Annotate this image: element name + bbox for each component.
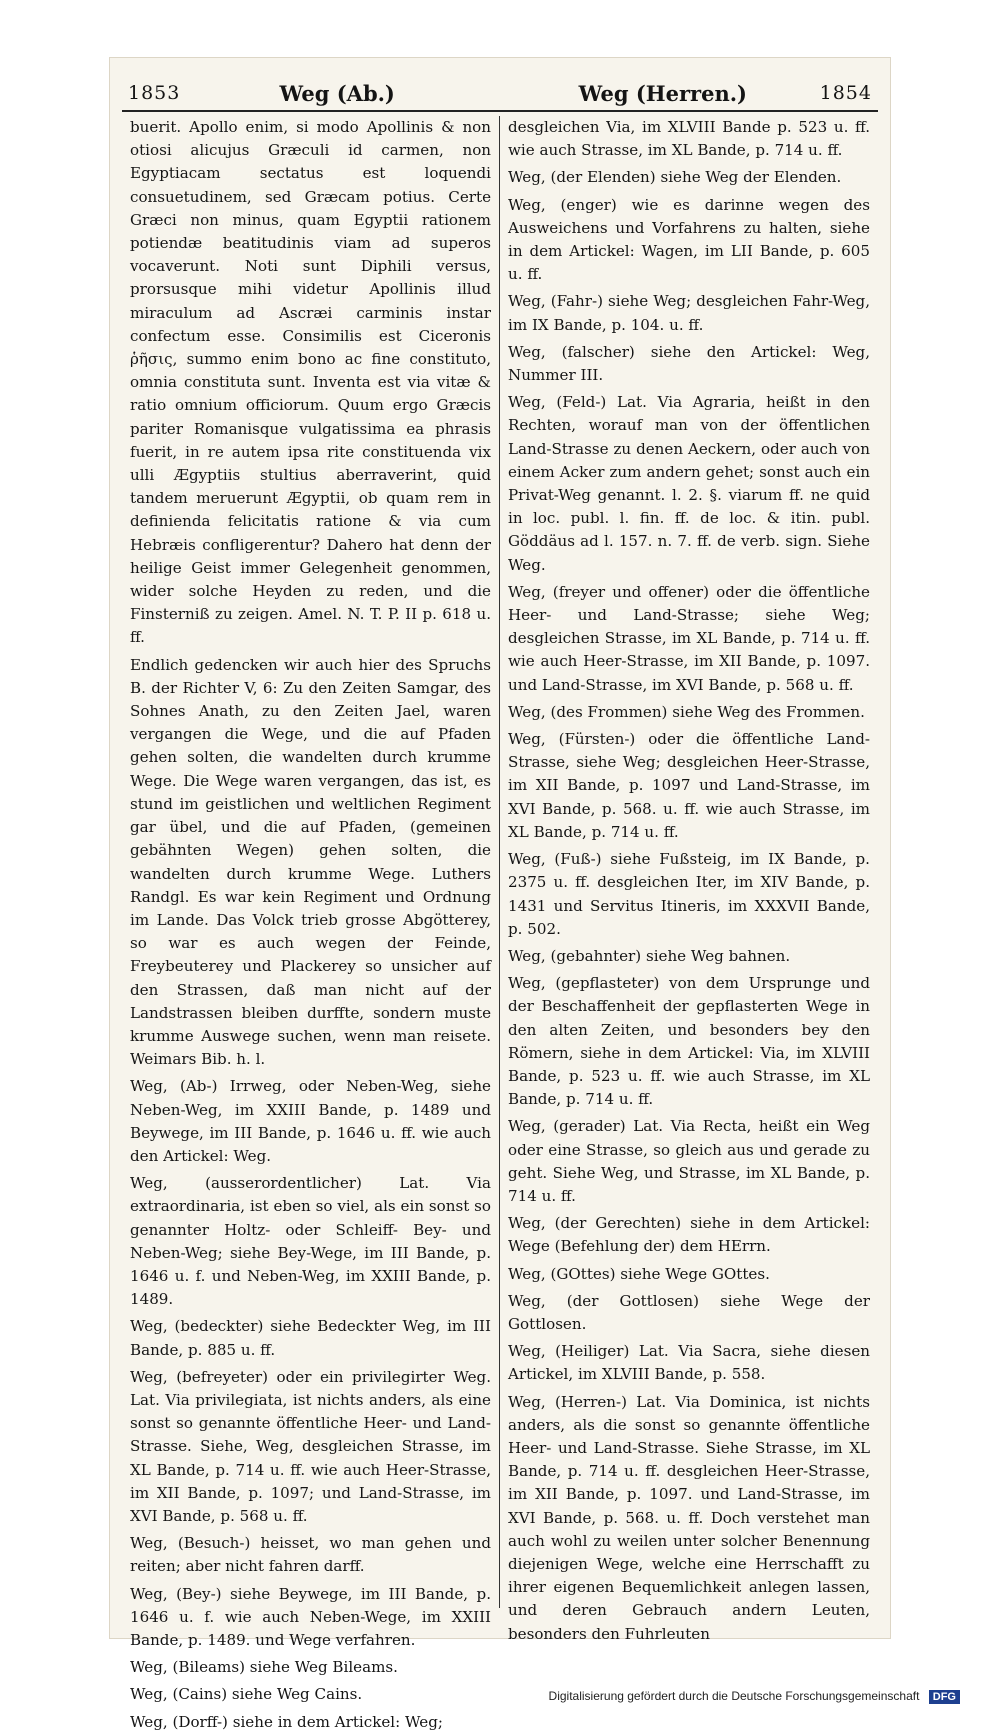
paragraph: Weg, (gebahnter) siehe Weg bahnen. [508, 946, 791, 965]
paragraph: Weg, (Bey-) siehe Beywege, im III Bande, p. 1646 u. f. wie auch Neben-Wege, im XXIII Bande, p. 1489. und Wege verfahren. [130, 1584, 491, 1649]
paragraph: Weg, (der Gerechten) siehe in dem Artickel: Wege (Befehlung der) dem HErrn. [508, 1214, 870, 1256]
paragraph: Weg, (freyer und offener) oder die öffentliche Heer- und Land-Strasse; siehe Weg; desgleichen Strasse, im XL Bande, p. 714 u. ff. wie auch Heer-Strasse, im XII Bande, p. 1097. und Land-Strasse, im XVI Bande, p. 568 u. ff. [508, 582, 870, 694]
paragraph: Weg, (der Gottlosen) siehe Wege der Gottlosen. [508, 1291, 870, 1333]
right-header [500, 81, 878, 106]
paragraph: Weg, (Besuch-) heisset, wo man gehen und reiten; aber nicht fahren darff. [130, 1534, 491, 1576]
left-page-number: 1853 [128, 82, 181, 104]
left-header [122, 81, 500, 106]
paragraph: Weg, (bedeckter) siehe Bedeckter Weg, im III Bande, p. 885 u. ff. [130, 1317, 491, 1359]
paragraph: Weg, (Fahr-) siehe Weg; desgleichen Fahr-Weg, im IX Bande, p. 104. u. ff. [508, 292, 870, 334]
paragraph: desgleichen Via, im XLVIII Bande p. 523 u. ff. wie auch Strasse, im XL Bande, p. 714 u. ff. [508, 118, 870, 160]
footer-credit: Digitalisierung gefördert durch die Deutsche Forschungsgemeinschaft [548, 1689, 920, 1704]
paragraph: Weg, (Cains) siehe Weg Cains. [130, 1685, 363, 1704]
paragraph: Weg, (ausserordentlicher) Lat. Via extraordinaria, ist eben so viel, als ein sonst so genannter Holtz- oder Schleiff- Bey- und Neben-Weg; siehe Bey-Wege, im III Bande, p. 1646 u. f. und Neben-Weg, im XXIII Bande, p. 1489. [130, 1174, 491, 1309]
paragraph: Weg, (Heiliger) Lat. Via Sacra, siehe diesen Artickel, im XLVIII Bande, p. 558. [508, 1342, 870, 1384]
paragraph: Weg, (GOttes) siehe Wege GOttes. [508, 1264, 770, 1283]
paragraph: Weg, (Dorff-) siehe in dem Artickel: Weg; [130, 1712, 443, 1731]
right-running-title: Weg (Herren.) [578, 80, 747, 106]
digitization-footer [0, 1689, 1000, 1704]
dfg-logo: DFG [929, 1690, 960, 1704]
left-column [122, 116, 500, 1731]
right-page-number: 1854 [819, 82, 872, 104]
paragraph: Weg, (der Elenden) siehe Weg der Elenden. [508, 168, 842, 187]
paragraph: Weg, (gerader) Lat. Via Recta, heißt ein Weg oder eine Strasse, so gleich aus und gerade zu geht. Siehe Weg, und Strasse, im XL Bande, p. 714 u. ff. [508, 1117, 870, 1205]
paragraph: Weg, (Feld-) Lat. Via Agraria, heißt in den Rechten, worauf man von der öffentlichen Land-Strasse zu denen Aeckern, oder auch von einem Acker zum andern gehet; sonst auch ein Privat-Weg genannt. l. 2. §. viarum ff. ne quid in loc. publ. l. fin. ff. de loc. & itin. publ. Göddäus ad l. 157. n. 7. ff. de verb. sign. Siehe Weg. [508, 393, 870, 574]
paragraph: Weg, (Fürsten-) oder die öffentliche Land-Strasse, siehe Weg; desgleichen Heer-Strasse, im XII Bande, p. 1097 und Land-Strasse, im XVI Bande, p. 568. u. ff. wie auch Strasse, im XL Bande, p. 714 u. ff. [508, 730, 870, 841]
right-column [500, 116, 878, 1643]
paragraph: Weg, (Fuß-) siehe Fußsteig, im IX Bande, p. 2375 u. ff. desgleichen Iter, im XIV Bande, p. 1431 und Servitus Itineris, im XXXVII Bande, p. 502. [508, 850, 870, 938]
paragraph: Weg, (falscher) siehe den Artickel: Weg, Nummer III. [508, 342, 870, 385]
paragraph: Weg, (befreyeter) oder ein privilegirter Weg. Lat. Via privilegiata, ist nichts anders, als eine sonst so genannte öffentliche Heer- und Land-Strasse. Siehe, Weg, desgleichen Strasse, im XL Bande, p. 714 u. ff. wie auch Heer-Strasse, im XII Bande, p. 1097; und Land-Strasse, im XVI Bande, p. 568 u. ff. [130, 1367, 491, 1525]
paragraph: Weg, (Ab-) Irrweg, oder Neben-Weg, siehe Neben-Weg, im XXIII Bande, p. 1489 und Beywege, im III Bande, p. 1646 u. ff. wie auch den Artickel: Weg. [130, 1077, 491, 1165]
paragraph: Weg, (Bileams) siehe Weg Bileams. [130, 1658, 398, 1677]
paragraph: buerit. Apollo enim, si modo Apollinis & non otiosi alicujus Græculi id carmen, non Egyptiacam sectatus est loquendi consuetudinem, sed Græcam potius. Certe Græci non minus, quam Egyptii rationem potiendæ beatitudinis viam ad superos vocaverunt. Noti sunt Diphili versus, prorsusque mihi videtur Apollinis illud miraculum ad Ascræi carminis instar confectum esse. Consimilis est Ciceronis ῥῆσις, summo enim bono ac fine constituto, omnia constituta sunt. Inventa est via vitæ & ratio omnium officiorum. Quum ergo Græcis pariter Romanisque vulgatissima ea phrasis fuerit, in re autem ipsa rite constituenda vix ulli Ægyptiis stultius aberraverint, quid tandem meruerunt Ægyptii, ob quam rem in definienda felicitatis ratione & via cum Hebræis confligerentur? Dahero hat denn der heilige Geist immer Gelegenheit genommen, wider solche Heyden zu reden, und die Finsterniß zu zeigen. Amel. N. T. P. II p. 618 u. ff. [130, 118, 491, 647]
paragraph: Weg, (enger) wie es darinne wegen des Ausweichens und Vorfahrens zu halten, siehe in dem Artickel: Wagen, im LII Bande, p. 605 u. ff. [508, 195, 870, 284]
left-running-title: Weg (Ab.) [279, 80, 395, 106]
paragraph: Weg, (Herren-) Lat. Via Dominica, ist nichts anders, als die sonst so genannte öffentliche Heer- und Land-Strasse. Siehe Strasse, im XL Bande, p. 714 u. ff. desgleichen Heer-Strasse, im XII Bande, p. 1097. und Land-Strasse, im XVI Bande, p. 568. u. ff. Doch verstehet man auch wohl zu weilen unter solcher Benennung diejenigen Wege, welche eine Herrschafft zu ihrer eigenen Bequemlichkeit anlegen lassen, und deren Gebrauch andern Leuten, besonders den Fuhrleuten [508, 1392, 870, 1643]
paragraph: Endlich gedencken wir auch hier des Spruchs B. der Richter V, 6: Zu den Zeiten Samgar, des Sohnes Anath, zu den Zeiten Jael, waren vergangen die Wege, und die auf Pfaden gehen solten, die wandelten durch krumme Wege. Die Wege waren vergangen, das ist, es stund im geistlichen und weltlichen Regiment gar übel, und die auf Pfaden, (gemeinen gebähnten Wegen) gehen solten, die wandelten durch krumme Wege. Luthers Randgl. Es war kein Regiment und Ordnung im Lande. Das Volck trieb grosse Abgötterey, so war es auch wegen der Feinde, Freybeuterey und Plackerey so unsicher auf den Strassen, daß man nicht auf der Landstrassen bleiben durffte, sondern muste krumme Auswege suchen, wenn man reisete. Weimars Bib. h. l. [130, 655, 491, 1069]
page-header [122, 76, 878, 112]
paragraph: Weg, (des Frommen) siehe Weg des Frommen. [508, 702, 865, 721]
paragraph: Weg, (gepflasteter) von dem Ursprunge und der Beschaffenheit der gepflasterten Wege in den alten Zeiten, und besonders bey den Römern, siehe in dem Artickel: Via, im XLVIII Bande, p. 523 u. ff. wie auch Strasse, im XL Bande, p. 714 u. ff. [508, 974, 870, 1109]
